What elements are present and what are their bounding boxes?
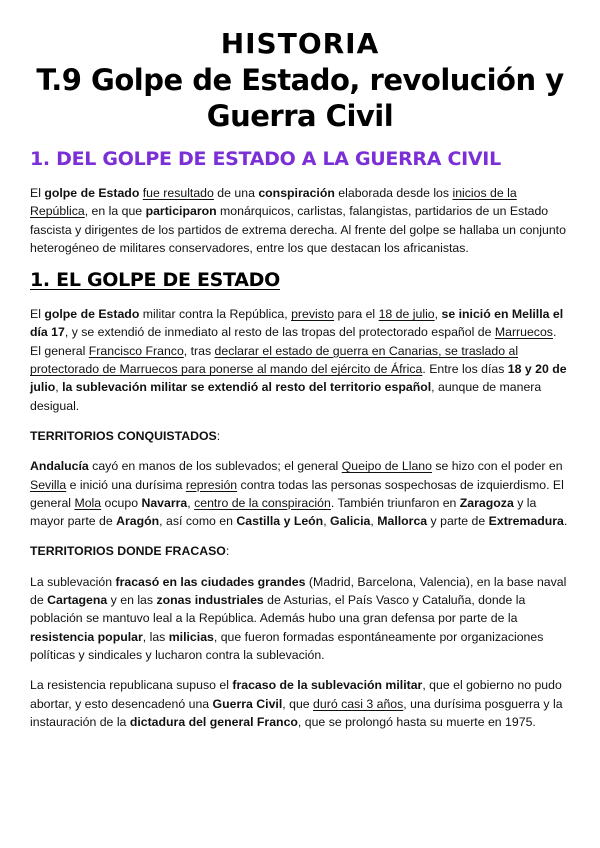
text-run: , bbox=[370, 514, 378, 529]
failed-territories-paragraph bbox=[30, 573, 570, 664]
text-run: monárquicos, carlistas, falangistas, partidarios de un Estado fascista y dirigentes de los partidos de extrema derecha. Al frente del golpe se hallaba un conjunto heterogéneo de militares conservadores, entre los que destacan los africanistas. bbox=[30, 204, 566, 255]
text-run: militar contra la República, bbox=[139, 307, 292, 322]
text-run: , las bbox=[142, 629, 169, 644]
section-heading-main: 1. DEL GOLPE DE ESTADO A LA GUERRA CIVIL bbox=[30, 148, 501, 170]
bold-term: conspiración bbox=[258, 186, 335, 200]
text-run: , que bbox=[282, 696, 314, 711]
bold-term: Zaragoza bbox=[459, 495, 514, 510]
bold-term: golpe de Estado bbox=[44, 307, 140, 322]
bold-term: participaron bbox=[145, 204, 217, 219]
underlined-term: centro de la conspiración bbox=[194, 495, 331, 510]
text-run: cayó en manos de los sublevados; el general bbox=[88, 459, 342, 474]
underlined-term: fue resultado bbox=[142, 186, 214, 200]
text-run: , bbox=[187, 495, 195, 510]
text-run: , que se prolongó hasta su muerte en 1975. bbox=[297, 714, 536, 729]
bold-term: 18 y 20 de julio bbox=[30, 362, 567, 395]
bold-term: Castilla y León bbox=[236, 514, 324, 529]
topic-title-line-2: Guerra Civil bbox=[206, 99, 394, 133]
text-run: contra todas las personas sospechosas de izquierdismo. El general bbox=[30, 477, 564, 510]
bold-term: Navarra bbox=[141, 495, 188, 510]
text-run: de una bbox=[213, 186, 259, 200]
underlined-term: represión bbox=[185, 477, 238, 492]
text-run: , en la que bbox=[84, 204, 146, 219]
text-run: . El general bbox=[30, 325, 557, 358]
text-run: , tras bbox=[183, 343, 215, 358]
text-run: , bbox=[434, 307, 442, 322]
text-run: y en las bbox=[107, 593, 157, 608]
bold-term: fracaso de la sublevación militar bbox=[232, 678, 423, 693]
underlined-term: Marruecos bbox=[494, 325, 553, 340]
section-heading-golpe: 1. EL GOLPE DE ESTADO bbox=[30, 269, 280, 292]
golpe-paragraph bbox=[30, 305, 570, 415]
text-run: (Madrid, Barcelona, Valencia), en la base naval de bbox=[30, 574, 567, 608]
title-block bbox=[30, 0, 570, 134]
bold-term: la sublevación militar se extendió al resto del territorio español bbox=[62, 380, 432, 395]
text-run: El bbox=[30, 186, 45, 200]
underlined-term: 18 de julio bbox=[378, 307, 435, 322]
bold-term: se inició en Melilla el día 17 bbox=[30, 307, 564, 340]
bold-term: Andalucía bbox=[30, 459, 89, 474]
bold-term: Cartagena bbox=[47, 593, 108, 608]
bold-term: zonas industriales bbox=[156, 593, 264, 608]
text-run: , bbox=[55, 380, 63, 395]
bold-term: fracasó en las ciudades grandes bbox=[115, 574, 306, 589]
underlined-term: Sevilla bbox=[30, 477, 67, 492]
bold-term: milicias bbox=[168, 629, 214, 644]
text-run: elaborada desde los bbox=[334, 186, 453, 200]
text-run: y la mayor parte de bbox=[30, 495, 537, 529]
subject-title: HISTORIA bbox=[220, 27, 380, 60]
text-run: , así como en bbox=[159, 514, 237, 529]
topic-title-line-1: T.9 Golpe de Estado, revolución y bbox=[36, 63, 564, 97]
underlined-term: Francisco Franco bbox=[88, 343, 184, 358]
text-run: ocupo bbox=[101, 495, 142, 510]
underlined-term: Mola bbox=[74, 495, 102, 510]
text-run: . Entre los días bbox=[422, 362, 508, 377]
text-run: . bbox=[563, 514, 568, 529]
bold-label: TERRITORIOS DONDE FRACASO bbox=[30, 544, 226, 559]
failed-territories-label bbox=[30, 542, 570, 560]
text-run: : bbox=[216, 428, 221, 443]
text-run: , aunque de manera desigual. bbox=[30, 380, 542, 413]
text-run: , que fueron formadas espontáneamente por organizaciones políticas y sindicales y lucharon contra la sublevación. bbox=[30, 629, 544, 662]
bold-term: golpe de Estado bbox=[44, 186, 140, 200]
text-run: para el bbox=[334, 307, 379, 322]
text-run: : bbox=[225, 544, 230, 559]
bold-label: TERRITORIOS CONQUISTADOS bbox=[30, 428, 217, 443]
intro-paragraph bbox=[30, 184, 570, 257]
bold-term: resistencia popular bbox=[30, 629, 143, 644]
bold-term: Extremadura bbox=[488, 514, 564, 529]
text-run: y parte de bbox=[427, 514, 489, 529]
underlined-term: previsto bbox=[291, 307, 335, 322]
text-run: La sublevación bbox=[30, 574, 116, 589]
underlined-term: duró casi 3 años bbox=[313, 696, 404, 711]
bold-term: dictadura del general Franco bbox=[129, 714, 298, 729]
underlined-term: inicios de la República bbox=[30, 186, 517, 219]
bold-term: Galicia bbox=[330, 514, 371, 529]
underlined-term: declarar el estado de guerra en Canarias, se traslado al protectorado de Marruecos para ponerse al mando del ejército de África bbox=[30, 343, 519, 377]
conquered-territories-label bbox=[30, 427, 570, 445]
bold-term: Aragón bbox=[116, 514, 160, 529]
text-run: , una durísima posguerra y la instauración de la bbox=[30, 696, 563, 729]
text-run: El bbox=[30, 307, 45, 322]
text-run: La resistencia republicana supuso el bbox=[30, 678, 233, 693]
text-run: de Asturias, el País Vasco y Cataluña, donde la población se mantuvo leal a la República. Además hubo una gran defensa por parte de la bbox=[30, 593, 526, 626]
resistance-paragraph bbox=[30, 676, 570, 731]
bold-term: Mallorca bbox=[377, 514, 428, 529]
underlined-term: Queipo de Llano bbox=[341, 459, 432, 474]
text-run: , y se extendió de inmediato al resto de las tropas del protectorado español de bbox=[64, 325, 495, 340]
text-run: , bbox=[323, 514, 331, 529]
text-run: se hizo con el poder en bbox=[431, 459, 563, 474]
conquered-territories-paragraph bbox=[30, 457, 570, 530]
text-run: , que el gobierno no pudo abortar, y esto desencadenó una bbox=[30, 678, 562, 711]
text-run: e inició una durísima bbox=[66, 477, 186, 492]
text-run: . También triunfaron en bbox=[330, 495, 460, 510]
bold-term: Guerra Civil bbox=[212, 696, 283, 711]
